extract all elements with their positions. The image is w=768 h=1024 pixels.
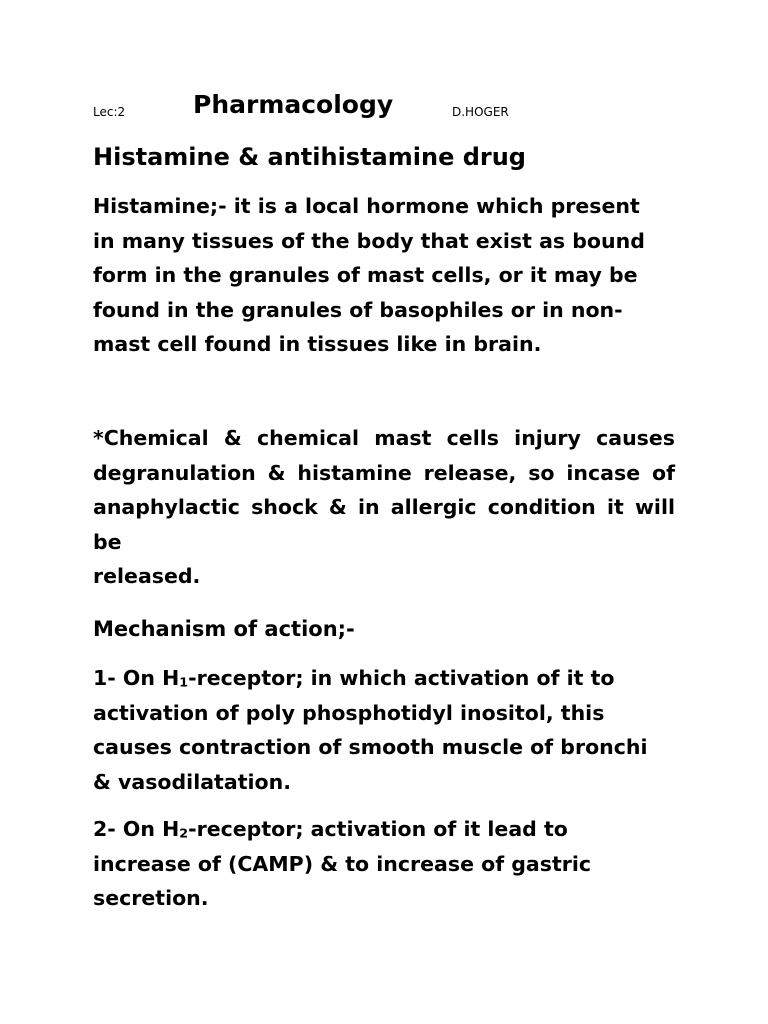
paragraph-line: degranulation & histamine release, so incase of	[93, 460, 675, 485]
definition-line: Histamine;- it is a local hormone which present	[93, 194, 640, 218]
paragraph-line: anaphylactic shock & in allergic condition it will be	[93, 495, 675, 554]
h2-first-line-rest: -receptor; activation of it lead to	[188, 817, 568, 841]
h1-line: causes contraction of smooth muscle of bronchi	[93, 735, 648, 759]
definition-line: in many tissues of the body that exist as bound	[93, 228, 645, 253]
h2-first-line	[93, 812, 675, 847]
h2-subscript: 2	[179, 825, 189, 841]
h1-first-line	[93, 661, 675, 696]
histamine-definition	[93, 189, 675, 362]
chemical-injury-paragraph	[93, 421, 675, 594]
h2-line: secretion.	[93, 886, 209, 910]
h1-first-line-rest: -receptor; in which activation of it to	[188, 666, 615, 690]
h1-line: activation of poly phosphotidyl inositol, this	[93, 700, 605, 725]
paragraph-line: *Chemical & chemical mast cells injury causes	[93, 426, 675, 450]
h2-line: increase of (CAMP) & to increase of gastric	[93, 851, 592, 876]
lecture-number: Lec:2	[93, 105, 126, 119]
mechanism-heading: Mechanism of action;-	[93, 617, 355, 641]
h1-subscript: 1	[179, 674, 189, 690]
definition-line: mast cell found in tissues like in brain.	[93, 332, 542, 356]
h1-receptor-item	[93, 661, 675, 799]
h1-prefix: 1- On H	[93, 666, 180, 690]
lecture-title: Histamine & antihistamine drug	[93, 143, 526, 171]
lecturer-name: D.HOGER	[452, 105, 509, 119]
subject-title: Pharmacology	[193, 90, 394, 119]
definition-line: form in the granules of mast cells, or it may be	[93, 263, 638, 287]
paragraph-line: released.	[93, 564, 201, 588]
definition-line: found in the granules of basophiles or in non-	[93, 297, 623, 322]
h2-prefix: 2- On H	[93, 817, 180, 841]
h1-line: & vasodilatation.	[93, 769, 291, 794]
h2-receptor-item	[93, 812, 675, 916]
